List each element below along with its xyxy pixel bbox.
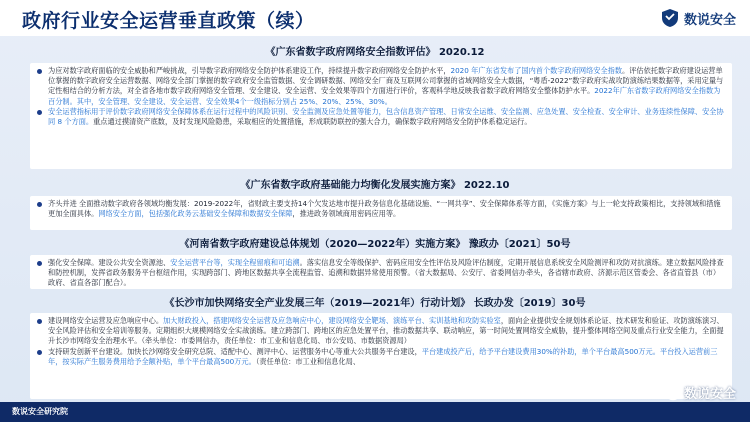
page-title: 政府行业安全运营垂直政策（续） bbox=[22, 10, 315, 32]
body-text: 齐头并进 全面推动数字政府各领域均衡发展：2019-2022年，省财政主要支持14个欠发达地市提升政务信息化基础设施、“一网共享”、安全保障体系等方面，《实施方案》与上一轮支持政策相比，支持领域和措施更加全面具体。 bbox=[48, 199, 721, 219]
body-text: 强化安全保障。建设公共安全资源池、 bbox=[48, 258, 171, 267]
title-bar bbox=[0, 0, 750, 36]
section-paragraph bbox=[48, 107, 724, 127]
section-heading: 《长沙市加快网络安全产业发展三年（2019—2021年）行动计划》 长政办发〔2019〕30号 bbox=[164, 298, 586, 309]
brand-name: 数说安全 bbox=[683, 12, 736, 28]
highlight-text: 安全运营平台等，实现全程留痕和可追溯 bbox=[170, 258, 300, 267]
body-text: 支持研发创新平台建设。加快长沙网络安全研究总院、适配中心、测评中心、运营服务中心等重大公共服务平台建设， bbox=[48, 346, 422, 356]
section-heading: 《广东省数字政府基础能力均衡化发展实施方案》 2022.10 bbox=[240, 180, 510, 191]
body-text: 。评估依托数字政府建设运营单位掌握的数字政府安全运营数据、网络安全部门掌握的数字政府安全监管数据、安全调研数据、网络安全厂商及互联网公司掌握的省域网络安全大数据，“粤盾-2022”数字政府实战攻防演练结果数据等，采用定量与定性相结合的分析方法，对全省各地市数字政府网络安全管理、安全建设、安全运营、安全效果等四个方面进行评价，客观科学地反映我省数字政府网络安全整体防护水平。 bbox=[48, 66, 724, 96]
wechat-icon bbox=[658, 385, 680, 401]
section-heading: 《广东省数字政府网络安全指数评估》 2020.12 bbox=[265, 47, 485, 58]
section-paragraph bbox=[48, 258, 724, 289]
section-paragraph bbox=[48, 199, 724, 219]
brand-logo bbox=[660, 7, 736, 29]
highlight-text: 加大财政投入，搭建网络安全运营及应急响应中心，建设网络安全靶场、演练平台、实训基地和攻防实验室 bbox=[163, 316, 501, 325]
section-body bbox=[30, 196, 732, 230]
section-body bbox=[30, 313, 732, 399]
highlight-text: 安全运营指标用于评价数字政府网络安全保障体系在运行过程中的风险识别、安全监测及应急处置等能力，包含信息资产管理、日常安全运维、安全监测、应急处置、安全检查、安全审计、业务连续性保障、安全协同 8 个方面。 bbox=[48, 106, 724, 127]
section-paragraph bbox=[48, 66, 724, 107]
highlight-text: 2022年广东省数字政府网络安全指数为百分制。其中，安全管理、安全建设、安全运营、安全效果4个一级指标分别占 25%、20%、25%、30%。 bbox=[48, 86, 721, 106]
section-body bbox=[30, 255, 732, 289]
section-paragraph bbox=[48, 316, 724, 347]
watermark bbox=[658, 383, 736, 402]
footer-text: 数说安全研究院 bbox=[12, 407, 68, 416]
section-heading: 《河南省数字政府建设总体规划（2020—2022年）实施方案》 豫政办〔2021〕50号 bbox=[179, 239, 571, 250]
body-text: （责任单位：市工业和信息化局、 bbox=[255, 356, 361, 366]
body-text: 建设网络安全运营及应急响应中心。 bbox=[48, 316, 164, 325]
body-text: ，面向企业提供安全规划体系论证、技术研发和验证、攻防演练演习、安全风险评估和安全培训等服务。定期组织大规模网络安全实战演练。建立跨部门、跨地区的应急处置平台，推动数据共享、联动响应，第一时间处置网络安全威胁，提升整体网络空间及重点行业安全能力，全面提升长沙市网络安全治理水平。（牵头单位：市委网信办，责任单位：市工业和信息化局、市公安局、市数据资源局） bbox=[48, 316, 724, 346]
highlight-text: 平台建成投产后，给予平台建设费用30%的补助，单个平台最高500万元。平台投入运营前三年，按实际产生服务费用给予全额补贴，单个平台最高500万元。 bbox=[48, 346, 718, 366]
highlight-text: 2020 年广东省发布了国内首个数字政府网络安全指数 bbox=[450, 66, 623, 75]
footer-bar bbox=[0, 402, 750, 422]
body-text: 。落实信息安全等级保护、密码应用安全性评估及风险评估制度，定期开展信息系统安全风险测评和攻防对抗演练。建立数据风险排查和防控机制，发挥省政务服务平台枢纽作用，实现跨部门、跨地区数据共享全流程监管、追溯和数据异常使用预警。（省大数据局、公安厅、省委网信办牵头，各省辖市政府、济源示范区管委会、各省直管县（市）政府、省直各部门配合）。 bbox=[48, 258, 724, 288]
brand-logo-icon bbox=[660, 8, 680, 28]
body-text: 为应对数字政府面临的安全威胁和严峻挑战，引导数字政府网络安全防护体系建设工作，持续提升数字政府网络安全防护水平， bbox=[48, 66, 451, 75]
body-text: ，推进政务领域商用密码应用等。 bbox=[292, 209, 401, 219]
highlight-text: 网络安全方面，包括强化政务云基础安全保障和数据安全保障 bbox=[98, 209, 293, 219]
section-body bbox=[30, 63, 732, 169]
body-text: 重点通过摸清资产底数，及时发现风险隐患，采取相应的处置措施，形成联防联控的强大合力，确保数字政府网络安全防护体系稳定运行。 bbox=[93, 117, 532, 127]
section-paragraph bbox=[48, 347, 724, 367]
watermark-text: 数说安全 bbox=[683, 387, 736, 402]
